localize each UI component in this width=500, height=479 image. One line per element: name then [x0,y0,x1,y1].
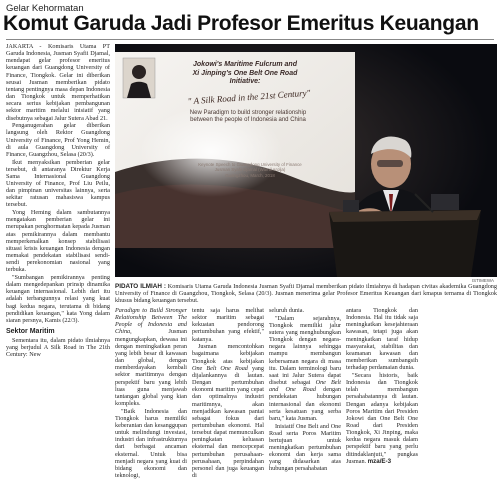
paragraph: "Secara historis, baik Indonesia dan Tiongkok telah membangun persahabatannya di lautan. Dengan adanya kebijakan Poros Maritim dari Presiden Jokowi dan One Belt One Road dari Presiden Tiongkok, Xi Jinping, maka kedua negara masuk dalam perspektif baru yang perlu ditindaklanjuti," pungkas Jusman. mza/E-3 [346,371,418,465]
slide-title: Jokowi's Maritime Fulcrum and Xi Jinping's One Belt One Road Initiative: [192,61,298,85]
paragraph: antara Tiongkok dan Indonesia. Hal itu tidak saja meningkatkan kesejahteraan kawasan, tetapi juga akan meningkatkan taraf hidup masyarakat, stabilitas dan keamanan kawasan dan memberikan sumbangsih terhadap perdamaian dunia. [346,307,418,372]
photo-credit: ISTIMEWA [471,278,494,283]
caption-lead: PIDATO ILMIAH : [115,283,166,290]
paragraph: Penganugerahan gelar diberikan langsung oleh Rektor Guangdong University of Finance, Prof Yong Hemin, di aula Guangdong University of Finance, Guangzhou, Selasa (20/3). [6,122,110,158]
paragraph: tentu saja harus melihat sektor maritim sebagai kekuatan pendorong pertumbuhan yang efektif," katanya. [192,307,264,343]
author-signature: mza/E-3 [367,457,392,465]
slide-footer: Keynote Speech to Guangdong University of Finance Jusman Syafii Djamal (Wamil Arolja) Guangzhou, March, 2018 [198,162,302,178]
subheading: Sektor Maritim [6,328,55,336]
article-photo [115,44,497,277]
paragraph: Yong Heming dalam sambutannya mengatakan pemberian gelar ini merupakan penghormatan kepada Jusman atas pemikirannya dalam membantu memperkenalkan konsep stabilisasi situasi krisis keuangan Indonesia dengan memakai pendekatan stabilisasi sendi-sendi perekonomian nasional yang terbuka. [6,209,110,274]
caption-text: Komisaris Utama Garuda Indonesia Jusman Syafii Djamal memberikan pidato ilmiahnya di hadapan civitas akademika Guangdong University of Finance di Guangzhou, Tiongkok, Selasa (20/3). Jusman menerima gelar Profesor Emeritus Keuangan dari kmapus ternama di Tiongkok khusus bidang keuangan tersebut. [115,283,497,305]
paragraph: "Dalam sejarahnya, Tiongkok memiliki jalur sutera yang menghubungkan Tiongkok dengan negara-negara lainnya sehingga mampu membangun kebersaman negara di masa itu. Dalam terminologi baru saat ini Jalur Sutera dapat disebut sebagai One Belt and One Road dengan pendekatan hubungan internasional dan ekonomi serta kesatuan yang serba baru," kata Jusman. [269,314,341,422]
paragraph: seluruh dunia. [269,307,305,314]
slide-quote: " A Silk Road in the 21st Century" [187,87,311,107]
headline-rule [6,39,494,40]
paragraph: Paradigm to Build Stronger Relationship Between The People of Indonesia and China, Jusman mengungkapkan, dewasa ini dengan meningkatkan peran yang lebih besar di kawasan dan global, dengan memberdayakan kembali sektor maritimnya dengan perspektif baru yang lebih luas guna menjawab tantangan global yang kian kompleks. [115,307,187,408]
article-column-3 [192,307,264,479]
article-kicker: Gelar Kehormatan [6,3,84,14]
slide-subtitle: New Paradigm to build stronger relationship between the people of Indonesia and China [189,110,307,123]
article-headline: Komut Garuda Jadi Profesor Emeritus Keuangan [3,12,479,35]
paragraph: "Sumbangan pemikirannya penting dalam mengedepankan prinsip dinamika keuangan internasional. Lebih dari itu adalah terbangunnya relasi yang kuat bagi kedua negara, terutama di bidang pendidikan keuangan," kata Yong dalam siaran persnya, Kamis (22/3). [6,274,110,324]
article-column-2 [115,307,187,479]
paragraph: Jusman mencontohkan bagaimana kebijakan Tiongkok atas kebijakan One Belt One Road yang dijalankannya di lautan. Dengan pertumbuhan ekonomi maritim yang cepat dan optimalnya industri maritimnya, akan menjadikan kawasan pantai sebagai fokus dari pertumbuhan ekonomi. Hal tersebut dapat memunculkan peningkatan keluasan eksternal dan mencepcepat pertumbuhan perusahaan-perusahaan, perpindahan personel dan juga keuangan di [192,343,264,479]
paragraph: Inisiatif One Belt and One Road serta Poros Maritim bertujuan untuk meningkatkan pertumbuhan ekonomi dan kerja sama yang didasarkan atas hubungan persahabatan [269,422,341,473]
photo-caption [115,283,497,305]
article-column-1 [6,43,110,469]
article-column-5 [346,307,418,469]
paragraph: "Baik Indonesia dan Tiongkok harus memiliki keberanian dan kesanggupan untuk melindungi investasi, industri dan infrastrukturnya dari berbagai ancaman eksternal. Untuk bisa menjadi negara yang kuat di bidang ekonomi dan teknologi, [115,407,187,479]
paragraph: Sementara itu, dalam pidato ilmiahnya yang berjudul A Silk Road in The 21th Century: New [6,336,110,358]
article-column-4 [269,307,341,473]
paragraph: Ikut menyaksikan pemberian gelar tersebut, di antaranya Direktur Kerja Sama Internasional Guangdong University of Finance, Prof Liu Peilu, dan pimpinan universitas lainnya, serta sekitar ratusan mahasiswa kampus tersebut. [6,158,110,209]
paragraph: JAKARTA - Komisaris Utama PT Garuda Indonesia, Jusman Syafii Djamal, mendapat gelar profesor emeritus keuangan dari Guangdong University of Finance, Tiongkok. Gelar ini diberikan seusai Jusman memberikan pidato tentang pentingnya masa depan Indonesia dan Tiongkok untuk memperhatikan secara serius kebijakan pembangunan sektor maritim melalui inisiatif yang disebutnya sebagai Jalur Sutera Abad 21. [6,43,110,122]
